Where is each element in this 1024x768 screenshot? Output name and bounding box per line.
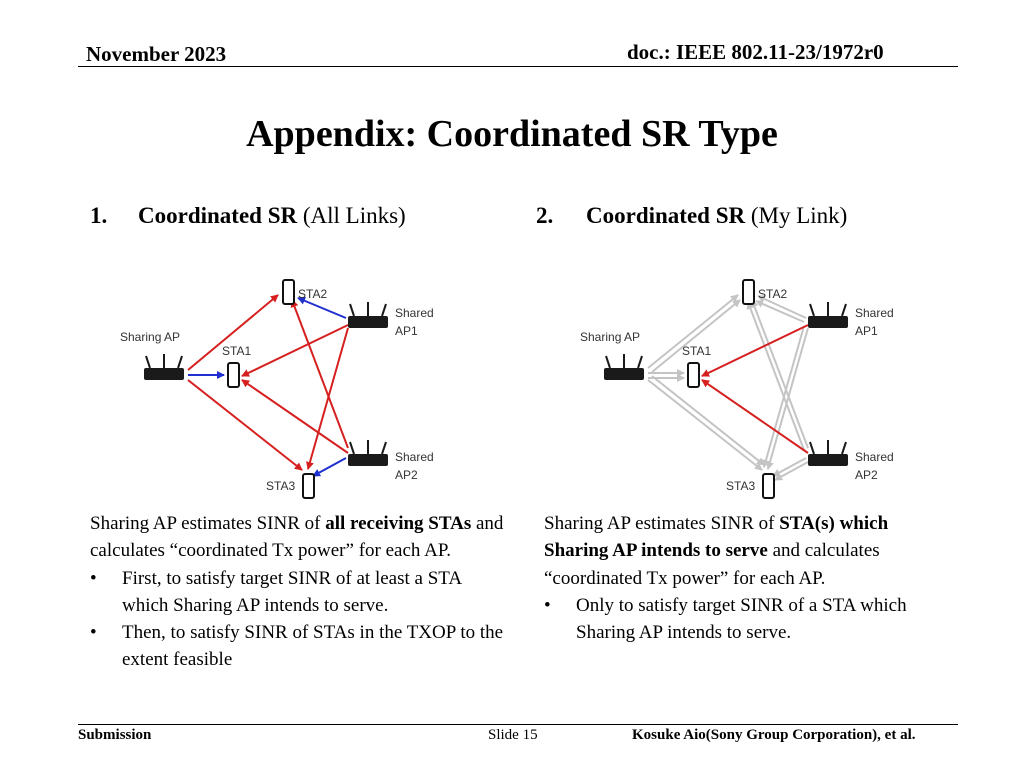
column-2-text-bold: STA(s) which Sharing AP intends to serve — [544, 513, 889, 562]
column-1-bullet-text: First, to satisfy target SINR of at least a STA which Sharing AP intends to serve. — [122, 567, 462, 616]
diagram-my-link-svg — [560, 262, 920, 502]
link-ap1-to-sta2 — [298, 298, 346, 318]
footer-rule — [78, 724, 958, 725]
label-sta1: STA1 — [682, 344, 712, 358]
column-1-bullet — [90, 619, 510, 674]
label-shared-ap1-line1: Shared — [855, 306, 894, 320]
bullet-icon: • — [90, 567, 97, 589]
phone-icon — [688, 363, 699, 387]
column-2-description — [544, 510, 954, 646]
column-1-heading-rest: (All Links) — [297, 203, 406, 228]
header-date: November 2023 — [86, 42, 227, 66]
link-ap2-to-sta3 — [773, 458, 806, 476]
label-sharing-ap: Sharing AP — [580, 330, 641, 344]
label-shared-ap2-line2: AP2 — [395, 468, 418, 482]
link-ap2-to-sta3-b — [775, 462, 808, 480]
link-sharing-to-sta2-b — [652, 300, 740, 372]
footer-author: Kosuke Aio(Sony Group Corporation), et al. — [632, 727, 916, 743]
column-2-heading — [536, 203, 847, 229]
footer-submission: Submission — [78, 727, 152, 743]
column-1-paragraph — [90, 510, 510, 565]
router-icon — [348, 302, 388, 328]
column-1-description — [90, 510, 510, 674]
link-sharing-to-sta3 — [188, 380, 302, 470]
label-shared-ap2-line1: Shared — [395, 450, 434, 464]
column-2-number: 2. — [536, 203, 554, 228]
link-sharing-to-sta3-b — [652, 376, 764, 465]
link-ap1-to-sta2-b — [756, 301, 804, 322]
column-1-text-bold: all receiving STAs — [325, 513, 472, 534]
bullet-icon: • — [544, 594, 551, 616]
label-shared-ap1-line2: AP1 — [395, 324, 418, 338]
link-ap2-to-sta1 — [242, 380, 348, 453]
header-doc-id: doc.: IEEE 802.11-23/1972r0 — [627, 40, 884, 64]
column-2-text-a: Sharing AP estimates SINR of — [544, 513, 780, 534]
footer-slide-number: Slide 15 — [488, 727, 538, 743]
label-shared-ap1-line1: Shared — [395, 306, 434, 320]
label-sta3: STA3 — [726, 479, 756, 493]
column-1-text-c: and calculates “coordinated Tx power” for each AP. — [90, 513, 504, 562]
link-ap2-to-sta3 — [313, 458, 346, 476]
label-shared-ap1-line2: AP1 — [855, 324, 878, 338]
column-1-bullet — [90, 565, 510, 620]
diagram-all-links — [100, 262, 460, 502]
column-2-bullet-text: Only to satisfy target SINR of a STA which Sharing AP intends to serve. — [576, 594, 907, 644]
link-sharing-to-sta3 — [648, 380, 762, 470]
router-icon — [348, 440, 388, 466]
router-icon — [808, 302, 848, 328]
label-shared-ap2-line2: AP2 — [855, 468, 878, 482]
phone-icon — [228, 363, 239, 387]
label-sharing-ap: Sharing AP — [120, 330, 181, 344]
label-shared-ap2-line1: Shared — [855, 450, 894, 464]
column-1-bullet-text: Then, to satisfy SINR of STAs in the TXOP to the extent feasible — [122, 622, 504, 671]
column-1-number: 1. — [90, 203, 108, 228]
router-icon — [604, 354, 644, 380]
label-sta2: STA2 — [758, 287, 788, 301]
column-1-heading — [90, 203, 406, 229]
phone-icon — [763, 474, 774, 498]
link-sharing-to-sta2 — [188, 295, 278, 370]
column-2-bullet — [544, 592, 954, 647]
phone-icon — [303, 474, 314, 498]
column-2-heading-rest: (My Link) — [745, 203, 848, 228]
diagram-my-link — [560, 262, 920, 502]
phone-icon — [283, 280, 294, 304]
bullet-icon: • — [90, 622, 97, 644]
header-rule — [78, 66, 958, 67]
column-2-heading-bold: Coordinated SR — [586, 203, 746, 228]
label-sta3: STA3 — [266, 479, 296, 493]
column-1-heading-bold: Coordinated SR — [138, 203, 298, 228]
label-sta2: STA2 — [298, 287, 328, 301]
diagram-all-links-svg — [100, 262, 460, 502]
column-1-text-a: Sharing AP estimates SINR of — [90, 513, 326, 534]
phone-icon — [743, 280, 754, 304]
link-ap1-to-sta1 — [242, 325, 348, 376]
router-icon — [808, 440, 848, 466]
column-2-text-c: and calculates “coordinated Tx power” for each AP. — [544, 540, 880, 589]
column-2-paragraph — [544, 510, 954, 592]
label-sta1: STA1 — [222, 344, 252, 358]
router-icon — [144, 354, 184, 380]
slide-title: Appendix: Coordinated SR Type — [246, 113, 778, 155]
